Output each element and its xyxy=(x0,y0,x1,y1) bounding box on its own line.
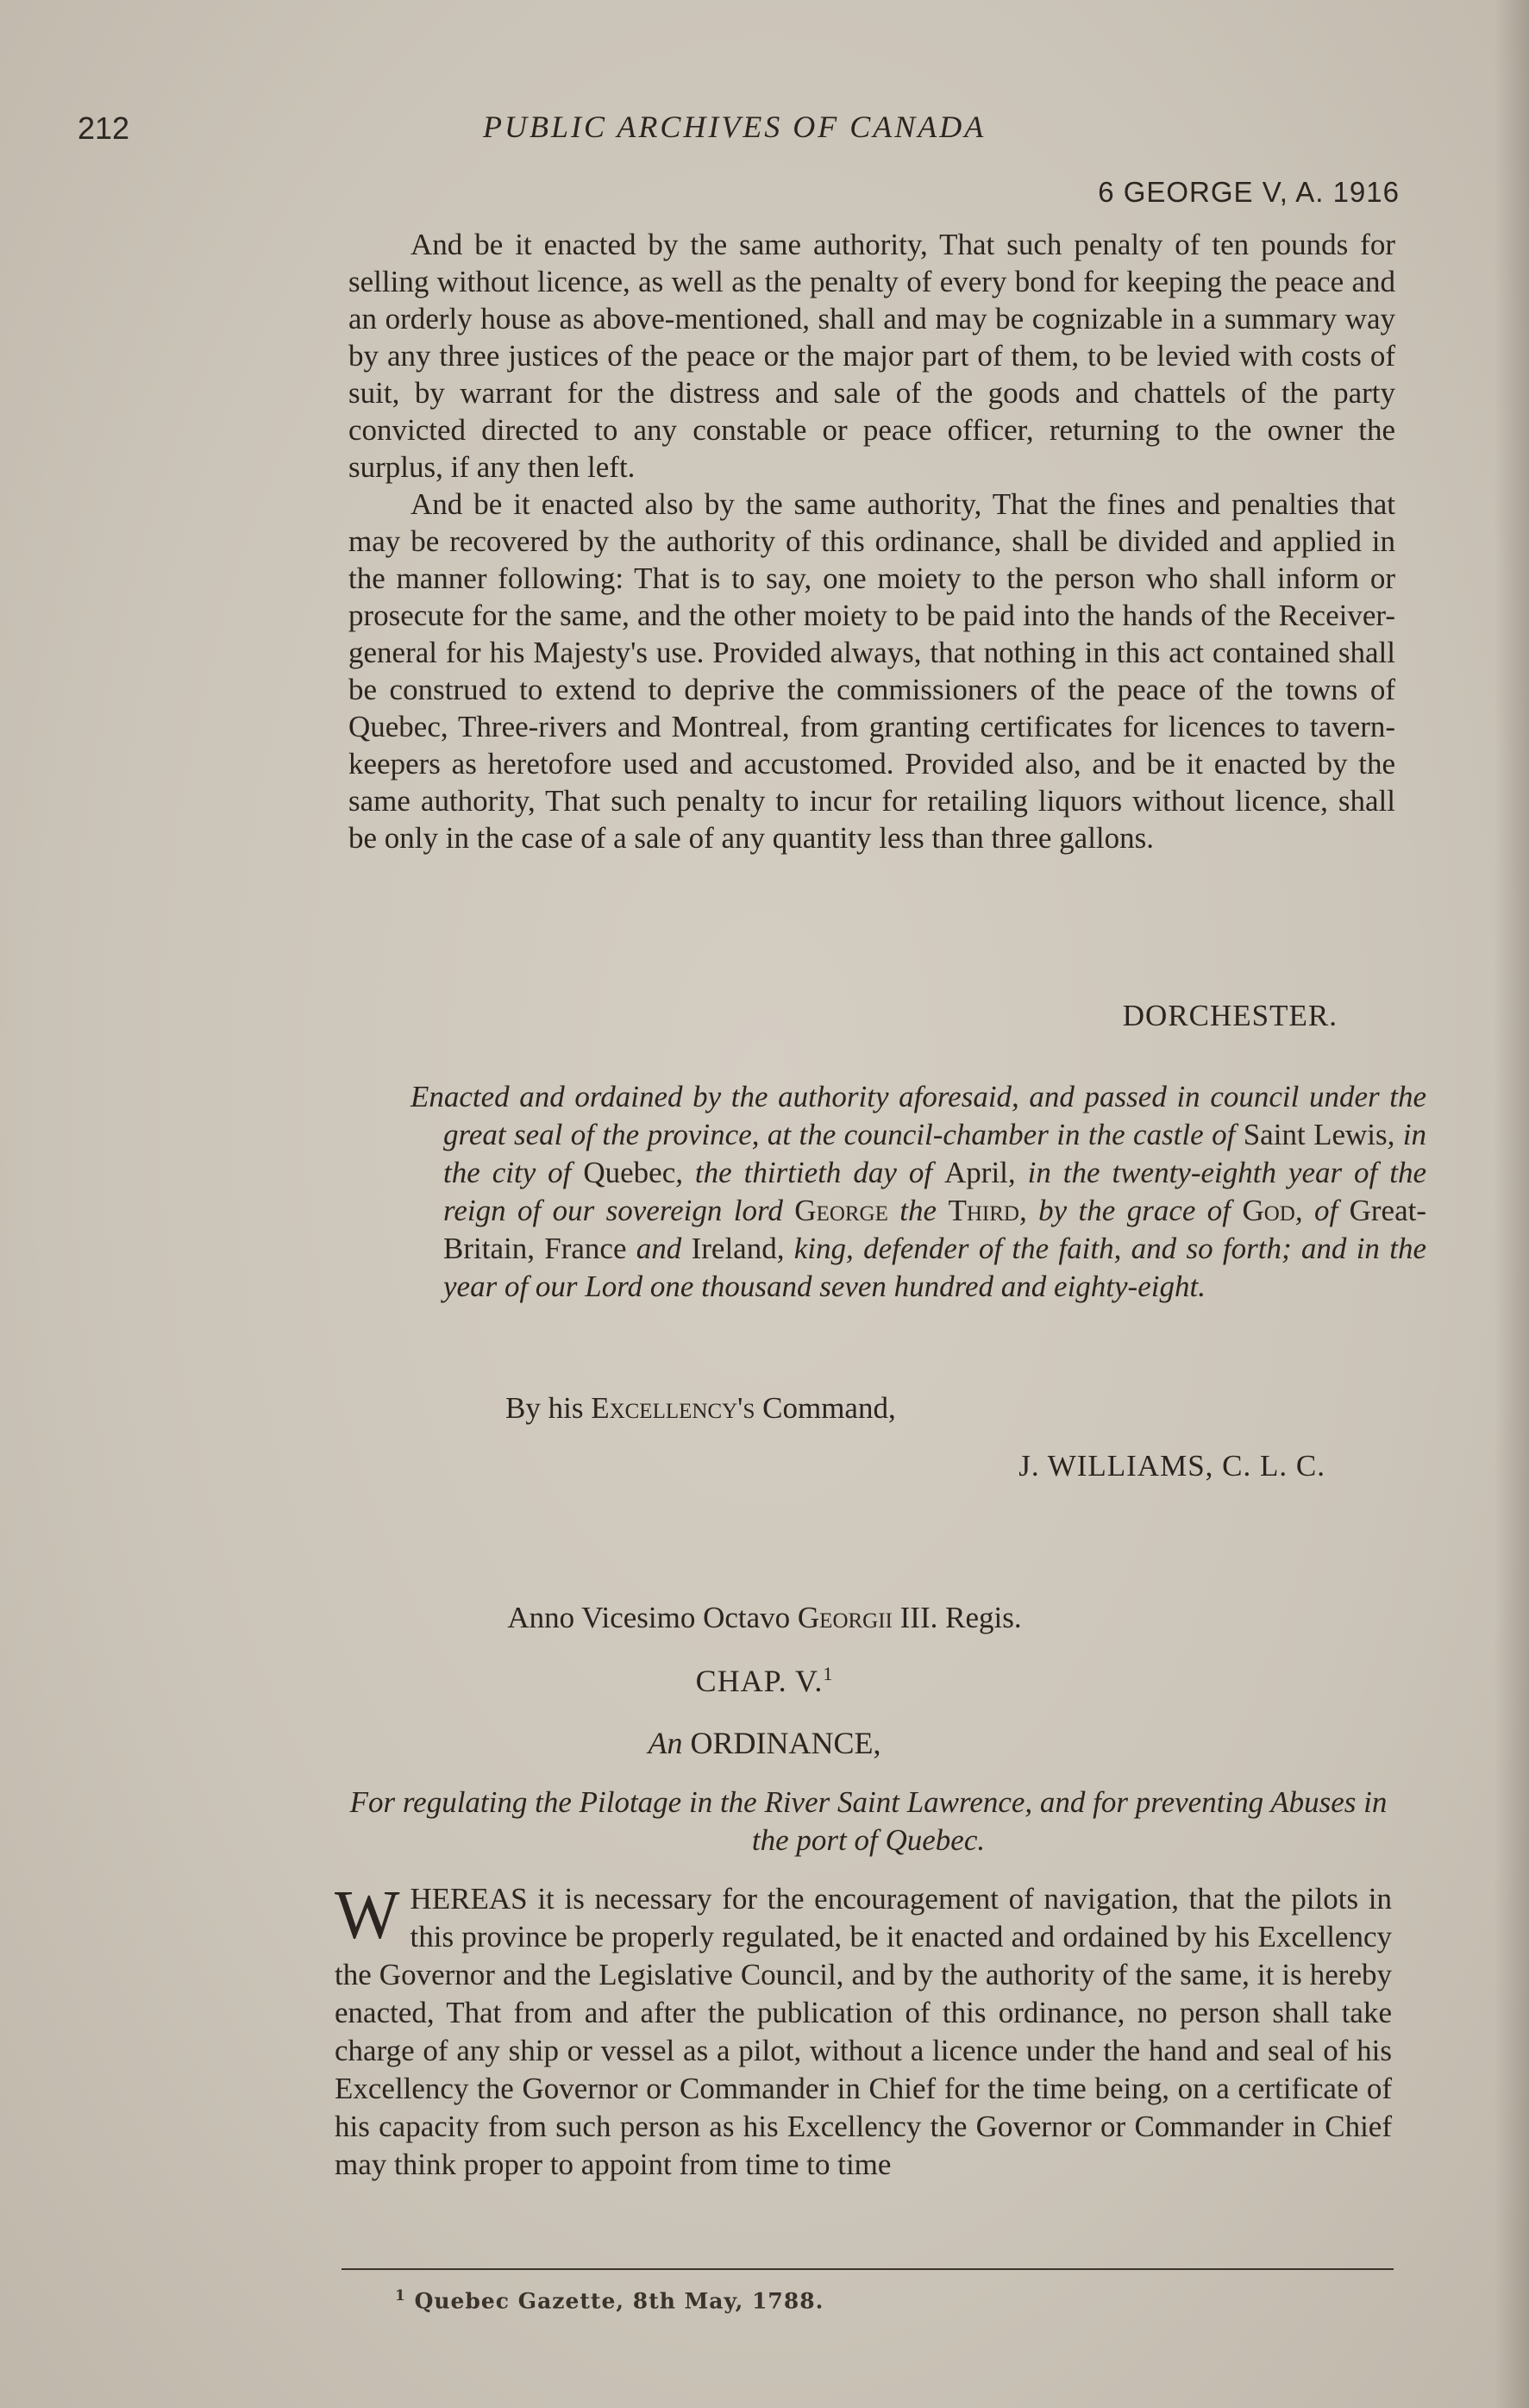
footnote-marker: 1 xyxy=(395,2287,406,2305)
countries-list: Great-Britain, France xyxy=(443,1194,1426,1265)
enacted-text-6: , by the grace of xyxy=(1018,1194,1243,1227)
command-word: Command, xyxy=(762,1391,896,1425)
governor-signature: DORCHESTER. xyxy=(1122,999,1338,1032)
session-label: 6 GEORGE V, A. 1916 xyxy=(1098,176,1400,208)
enacted-text-9: , king, defender of the faith, and so forth; and in the year of our Lord one thousand seven hundred and eighty-eight. xyxy=(443,1232,1426,1303)
place-quebec: Quebec xyxy=(583,1156,676,1189)
regnal-year-heading xyxy=(0,1601,1529,1635)
running-title: PUBLIC ARCHIVES OF CANADA xyxy=(483,110,987,144)
footnote-text: Quebec Gazette, 8th May, 1788. xyxy=(414,2288,824,2314)
drop-cap: W xyxy=(335,1878,400,1953)
enacted-text-8: and xyxy=(626,1232,692,1265)
command-line xyxy=(505,1391,896,1426)
king-george: George xyxy=(794,1194,888,1227)
anno-pre: Anno Vicesimo Octavo xyxy=(507,1601,791,1634)
enacted-text-4: , in the twenty-eighth year of the reign of our sovereign lord xyxy=(443,1156,1426,1227)
footnote xyxy=(395,2287,824,2313)
ordinance-heading xyxy=(0,1725,1529,1761)
ordinance-word: ORDINANCE, xyxy=(690,1726,881,1760)
ordinance-body xyxy=(348,226,1395,856)
enacted-text-7: , of xyxy=(1294,1194,1350,1227)
enacted-text-2: , in the city of xyxy=(443,1118,1427,1189)
month-april: April xyxy=(944,1156,1008,1189)
anno-post: III. Regis. xyxy=(899,1601,1022,1634)
word-god: God xyxy=(1242,1194,1295,1227)
page-edge-shadow xyxy=(1495,0,1529,2408)
place-saint-lewis: Saint Lewis xyxy=(1243,1118,1388,1151)
paragraph-penalty-cognizable: And be it enacted by the same authority, That such penalty of ten pounds for selling without licence, as well as the penalty of every bond for keeping the peace and an orderly house as above-mentioned, shall and may be cognizable in a summary way by any three justices of the peace or the major part of them, to be levied with costs of suit, by warrant for the distress and sale of the goods and chattels of the party convicted directed to any constable or peace officer, returning to the owner the surplus, if any then left. xyxy=(348,228,1395,484)
chapter-heading xyxy=(0,1663,1529,1699)
whereas-first-word: HEREAS xyxy=(410,1882,528,1916)
command-excellency: Excellency's xyxy=(591,1391,755,1425)
anno-georgii: Georgii xyxy=(797,1601,893,1634)
enacted-text-5: the xyxy=(887,1194,949,1227)
enacted-text-3: , the thirtieth day of xyxy=(675,1156,945,1189)
ordinance-purpose: For regulating the Pilotage in the River Saint Lawrence, and for preventing Abuses in the port of Quebec. xyxy=(349,1785,1388,1857)
king-third: Third xyxy=(948,1194,1019,1227)
command-by-his: By his xyxy=(505,1391,584,1425)
paragraph-fines-division: And be it enacted also by the same authority, That the fines and penalties that may be recovered by the authority of this ordinance, shall be divided and applied in the manner following: That is to say, one moiety to the person who shall inform or prosecute for the same, and the other moiety to be paid into the hands of the Receiver-general for his Majesty's use. Provided always, that nothing in this act contained shall be construed to extend to deprive the commissioners of the peace of the towns of Quebec, Three-rivers and Montreal, from granting certificates for licences to tavern-keepers as heretofore used and accustomed. Provided also, and be it enacted by the same authority, That such penalty to incur for retailing liquors without licence, shall be only in the case of a sale of any quantity less than three gallons. xyxy=(348,487,1395,855)
page-number: 212 xyxy=(78,110,130,146)
whereas-text: it is necessary for the encouragement of navigation, that the pilots in this province be properly regulated, be it enacted and ordained by his Excellency the Governor and the Legislative Council, and by the authority of the same, it is hereby enacted, That from and after the publication of this ordinance, no person shall take charge of any ship or vessel as a pilot, without a licence under the hand and seal of his Excellency the Governor or Commander in Chief for the time being, on a certificate of his capacity from such person as his Excellency the Governor or Commander in Chief may think proper to appoint from time to time xyxy=(335,1882,1392,2181)
country-ireland: Ireland xyxy=(691,1232,777,1265)
whereas-paragraph xyxy=(335,1880,1392,2184)
enacted-text-1: Enacted and ordained by the authority aforesaid, and passed in council under the great seal of the province, at the council-chamber in the castle of xyxy=(410,1080,1426,1151)
ordinance-article: An xyxy=(648,1726,683,1760)
footnote-rule xyxy=(342,2268,1394,2270)
chapter-number: CHAP. V. xyxy=(695,1664,824,1698)
enactment-clause xyxy=(410,1078,1426,1306)
chapter-footnote-ref: 1 xyxy=(823,1663,834,1684)
clerk-signature: J. WILLIAMS, C. L. C. xyxy=(1018,1449,1325,1483)
